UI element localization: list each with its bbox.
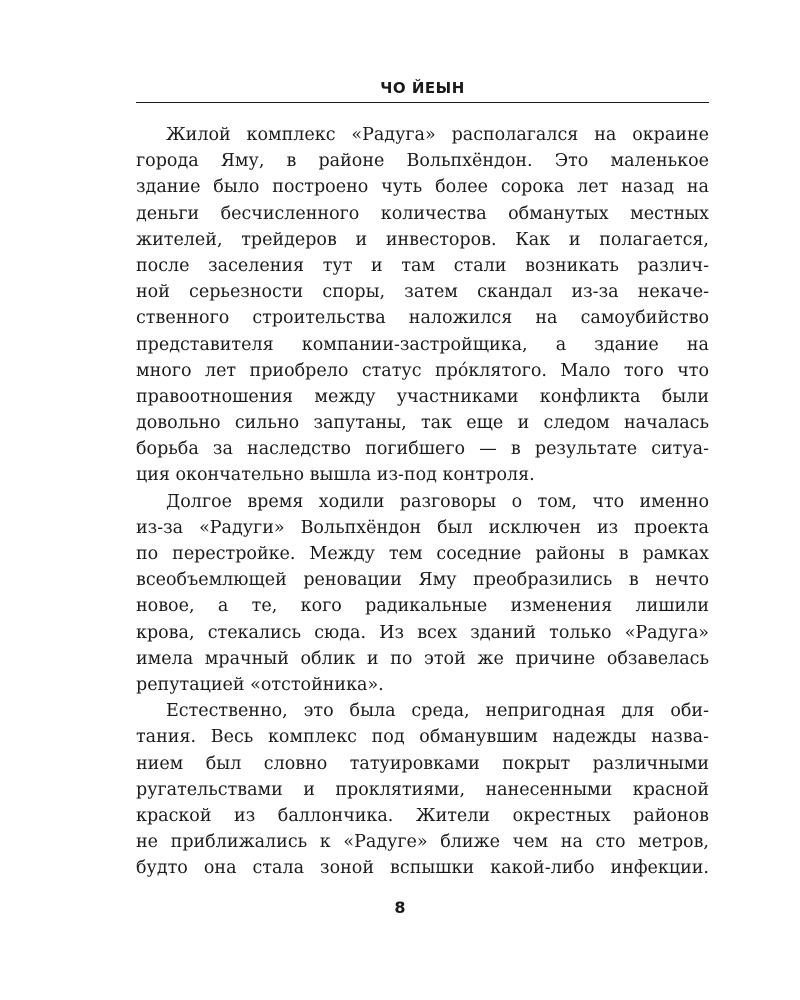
text-line: здание было построено чуть более сорока лет назад на bbox=[136, 177, 709, 198]
text-line: Естественно, это была среда, непригодная для оби- bbox=[166, 701, 709, 722]
text-line: города Яму, в районе Вольпхёндон. Это маленькое bbox=[136, 151, 709, 172]
running-head bbox=[136, 76, 709, 103]
body-text bbox=[136, 122, 709, 881]
text-line: репутацией «отстойника». bbox=[136, 674, 384, 695]
text-line: тания. Весь комплекс под обманувшим надежды назва- bbox=[136, 727, 709, 748]
text-line: всеобъемлющей реновации Яму преобразились в нечто bbox=[136, 570, 709, 591]
page-number: 8 bbox=[394, 898, 406, 917]
paragraph-1 bbox=[136, 122, 709, 489]
text-line: Жилой комплекс «Радуга» располагался на окраине bbox=[166, 125, 709, 145]
text-line: ной серьезности споры, затем скандал из-за некаче- bbox=[136, 282, 709, 303]
text-line: Долгое время ходили разговоры о том, что именно bbox=[166, 491, 709, 512]
text-line: краской из баллончика. Жители окрестных районов bbox=[136, 805, 709, 826]
text-line: новое, а те, кого радикальные изменения лишили bbox=[136, 596, 709, 617]
text-line: имела мрачный облик и по этой же причине обзавелась bbox=[136, 648, 709, 669]
text-line: ция окончательно вышла из-под контроля. bbox=[136, 465, 535, 486]
text-line: из-за «Радуги» Вольпхёндон был исключен из проекта bbox=[136, 517, 709, 538]
text-line: борьба за наследство погибшего — в результате ситуа- bbox=[136, 439, 709, 460]
text-line: деньги бесчисленного количества обманутых местных bbox=[136, 203, 709, 224]
text-line: будто она стала зоной вспышки какой-либо инфекции. bbox=[136, 858, 709, 879]
text-line: ругательствами и проклятиями, нанесенными красной bbox=[136, 779, 709, 800]
text-line: представителя компании-застройщика, а здание на bbox=[136, 334, 709, 355]
text-line: не приближались к «Радуге» ближе чем на сто метров, bbox=[136, 832, 709, 853]
text-line: довольно сильно запутаны, так еще и следом началась bbox=[136, 413, 709, 434]
text-line: после заселения тут и там стали возникать различ- bbox=[136, 255, 709, 276]
paragraph-3 bbox=[136, 698, 709, 881]
text-line: крова, стекались сюда. Из всех зданий только «Радуга» bbox=[136, 622, 709, 643]
text-line: много лет приобрело статус прóклятого. Мало того что bbox=[136, 360, 709, 381]
text-line: нием был словно татуировками покрыт различными bbox=[136, 753, 709, 774]
text-line: по перестройке. Между тем соседние районы в рамках bbox=[136, 544, 709, 564]
text-line: жителей, трейдеров и инвесторов. Как и полагается, bbox=[136, 229, 709, 250]
paragraph-2 bbox=[136, 489, 709, 699]
text-line: правоотношения между участниками конфликта были bbox=[136, 386, 709, 407]
running-head-title: ЧО ЙЕЫН bbox=[380, 79, 465, 97]
text-line: ственного строительства наложился на самоубийство bbox=[136, 308, 709, 329]
